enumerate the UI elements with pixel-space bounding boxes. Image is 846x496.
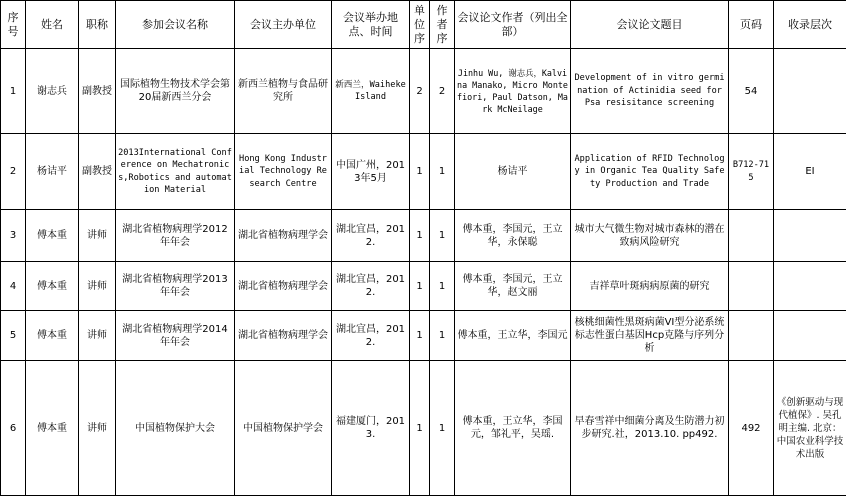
cell-pages bbox=[729, 311, 774, 361]
cell-authors: 傅本重，李国元，王立华，赵文丽 bbox=[455, 262, 571, 311]
header-authors: 会议论文作者（列出全部） bbox=[455, 1, 571, 49]
cell-title: 讲师 bbox=[79, 361, 116, 496]
cell-index-level bbox=[774, 49, 846, 134]
cell-author-order: 1 bbox=[430, 134, 455, 210]
cell-paper-title: 核桃细菌性黑斑病菌VI型分泌系统标志性蛋白基因Hcp克隆与序列分析 bbox=[571, 311, 729, 361]
header-unit-order: 单位序 bbox=[410, 1, 430, 49]
header-row bbox=[1, 1, 846, 49]
cell-authors: Jinhu Wu, 谢志兵，Kalvina Manako, Micro Montefiori, Paul Datson, Mark McNeilage bbox=[455, 49, 571, 134]
cell-authors: 杨诘平 bbox=[455, 134, 571, 210]
cell-pages: 492 bbox=[729, 361, 774, 496]
cell-paper-title: Development of in vitro germination of Actinidia seed for Psa resisitance screening bbox=[571, 49, 729, 134]
cell-conf-name: 湖北省植物病理学2013年年会 bbox=[116, 262, 235, 311]
cell-organizer: 新西兰植物与食品研究所 bbox=[235, 49, 332, 134]
table-row bbox=[1, 210, 846, 262]
cell-unit-order: 1 bbox=[410, 311, 430, 361]
header-paper-title: 会议论文题目 bbox=[571, 1, 729, 49]
cell-seq: 2 bbox=[1, 134, 26, 210]
cell-place-time: 湖北宜昌，2012. bbox=[332, 262, 410, 311]
cell-organizer: 中国植物保护学会 bbox=[235, 361, 332, 496]
table-row bbox=[1, 361, 846, 496]
cell-place-time: 湖北宜昌，2012. bbox=[332, 311, 410, 361]
cell-seq: 6 bbox=[1, 361, 26, 496]
cell-author-order: 1 bbox=[430, 210, 455, 262]
cell-author-order: 1 bbox=[430, 361, 455, 496]
cell-paper-title: 吉祥草叶斑病病原菌的研究 bbox=[571, 262, 729, 311]
cell-authors: 傅本重，李国元，王立华，永保聪 bbox=[455, 210, 571, 262]
cell-authors: 傅本重，王立华，李国元 bbox=[455, 311, 571, 361]
cell-unit-order: 1 bbox=[410, 210, 430, 262]
cell-unit-order: 1 bbox=[410, 361, 430, 496]
cell-name: 傅本重 bbox=[26, 311, 79, 361]
cell-index-level bbox=[774, 262, 846, 311]
cell-author-order: 1 bbox=[430, 262, 455, 311]
header-index-level: 收录层次 bbox=[774, 1, 846, 49]
cell-title: 讲师 bbox=[79, 262, 116, 311]
header-seq: 序号 bbox=[1, 1, 26, 49]
cell-index-level: EI bbox=[774, 134, 846, 210]
cell-index-level: 《创新驱动与现代植保》. 吴孔明主编. 北京：中国农业科学技术出版 bbox=[774, 361, 846, 496]
cell-seq: 3 bbox=[1, 210, 26, 262]
cell-unit-order: 2 bbox=[410, 49, 430, 134]
cell-title: 讲师 bbox=[79, 311, 116, 361]
table-row bbox=[1, 311, 846, 361]
header-pages: 页码 bbox=[729, 1, 774, 49]
cell-paper-title: Application of RFID Technology in Organic Tea Quality Safety Production and Trade bbox=[571, 134, 729, 210]
cell-paper-title: 城市大气微生物对城市森林的潜在致病风险研究 bbox=[571, 210, 729, 262]
header-name: 姓名 bbox=[26, 1, 79, 49]
cell-paper-title: 早春雪祥中细菌分离及生防潜力初步研究.社，2013.10. pp492. bbox=[571, 361, 729, 496]
cell-place-time: 福建厦门，2013. bbox=[332, 361, 410, 496]
table-row bbox=[1, 49, 846, 134]
cell-pages bbox=[729, 210, 774, 262]
cell-title: 讲师 bbox=[79, 210, 116, 262]
cell-title: 副教授 bbox=[79, 49, 116, 134]
cell-index-level bbox=[774, 210, 846, 262]
cell-authors: 傅本重，王立华，李国元，邹礼平，吴瑶. bbox=[455, 361, 571, 496]
cell-seq: 1 bbox=[1, 49, 26, 134]
header-place-time: 会议举办地点、时间 bbox=[332, 1, 410, 49]
cell-author-order: 2 bbox=[430, 49, 455, 134]
cell-organizer: 湖北省植物病理学会 bbox=[235, 311, 332, 361]
cell-conf-name: 国际植物生物技术学会第20届新西兰分会 bbox=[116, 49, 235, 134]
cell-name: 傅本重 bbox=[26, 210, 79, 262]
cell-title: 副教授 bbox=[79, 134, 116, 210]
cell-organizer: 湖北省植物病理学会 bbox=[235, 210, 332, 262]
cell-place-time: 新西兰，Waiheke Island bbox=[332, 49, 410, 134]
table-row bbox=[1, 262, 846, 311]
header-organizer: 会议主办单位 bbox=[235, 1, 332, 49]
cell-name: 杨诘平 bbox=[26, 134, 79, 210]
cell-unit-order: 1 bbox=[410, 134, 430, 210]
cell-name: 谢志兵 bbox=[26, 49, 79, 134]
table-row bbox=[1, 134, 846, 210]
cell-author-order: 1 bbox=[430, 311, 455, 361]
cell-pages: 54 bbox=[729, 49, 774, 134]
cell-place-time: 中国广州，2013年5月 bbox=[332, 134, 410, 210]
cell-organizer: Hong Kong Industrial Technology Research Centre bbox=[235, 134, 332, 210]
cell-index-level bbox=[774, 311, 846, 361]
cell-name: 傅本重 bbox=[26, 361, 79, 496]
cell-conf-name: 湖北省植物病理学2012年年会 bbox=[116, 210, 235, 262]
cell-conf-name: 中国植物保护大会 bbox=[116, 361, 235, 496]
cell-organizer: 湖北省植物病理学会 bbox=[235, 262, 332, 311]
cell-place-time: 湖北宜昌，2012. bbox=[332, 210, 410, 262]
cell-conf-name: 湖北省植物病理学2014年年会 bbox=[116, 311, 235, 361]
header-conf-name: 参加会议名称 bbox=[116, 1, 235, 49]
header-author-order: 作者序 bbox=[430, 1, 455, 49]
cell-name: 傅本重 bbox=[26, 262, 79, 311]
cell-pages: B712-715 bbox=[729, 134, 774, 210]
header-title: 职称 bbox=[79, 1, 116, 49]
cell-seq: 4 bbox=[1, 262, 26, 311]
cell-unit-order: 1 bbox=[410, 262, 430, 311]
cell-conf-name: 2013International Conference on Mechatronics,Robotics and automation Material bbox=[116, 134, 235, 210]
cell-pages bbox=[729, 262, 774, 311]
cell-seq: 5 bbox=[1, 311, 26, 361]
